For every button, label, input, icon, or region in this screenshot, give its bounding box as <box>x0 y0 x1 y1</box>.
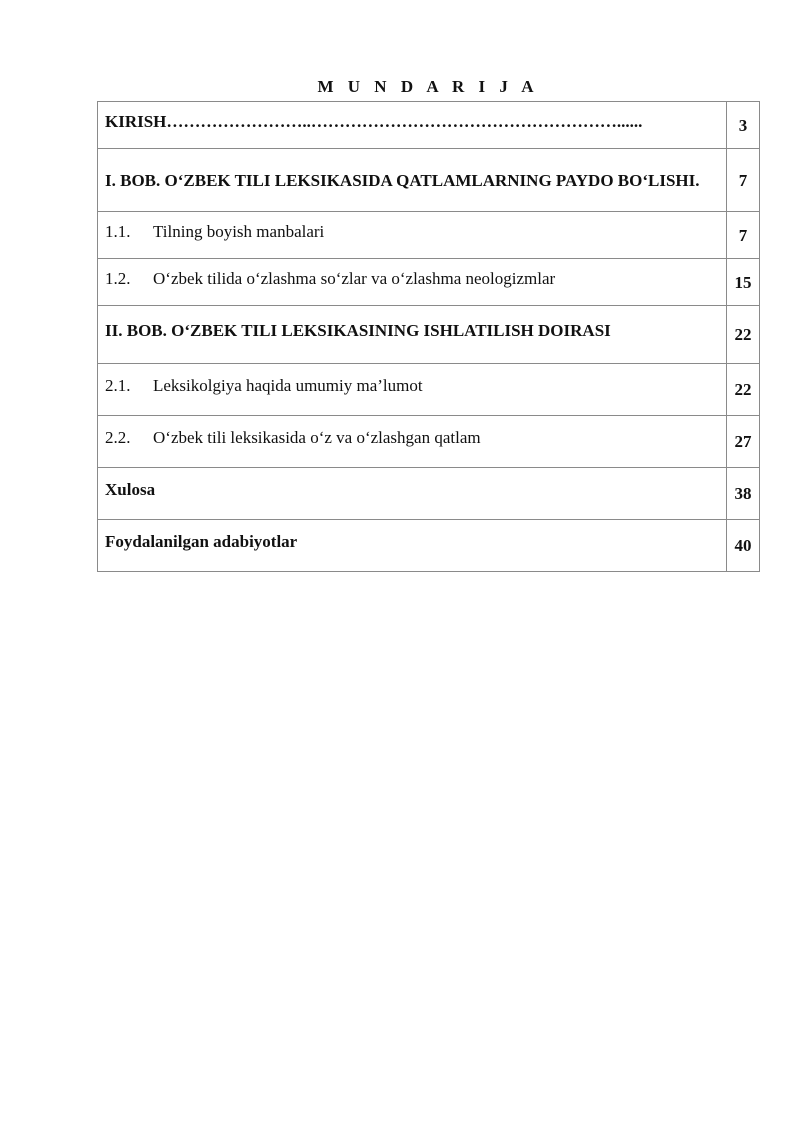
toc-entry-line <box>105 267 720 290</box>
toc-entry-title: KIRISH……………………..………………………………………………...... <box>105 111 643 131</box>
toc-entry-line <box>105 426 720 449</box>
toc-entry-title: O‘zbek tilida o‘zlashma so‘zlar va o‘zlashma neologizmlar <box>153 268 556 288</box>
toc-entry-line <box>105 220 720 243</box>
toc-page-number: 40 <box>727 520 760 572</box>
toc-entry-cell <box>98 468 727 520</box>
toc-entry-cell <box>98 259 727 306</box>
toc-entry-line <box>105 374 720 397</box>
toc-page-number: 22 <box>727 306 760 364</box>
toc-entry-cell <box>98 364 727 416</box>
toc-section-number: 2.2. <box>105 428 131 447</box>
toc-page-number: 7 <box>727 149 760 212</box>
toc-row-references <box>98 520 760 572</box>
toc-row-chapter-2 <box>98 306 760 364</box>
toc-page-number: 38 <box>727 468 760 520</box>
toc-row-chapter-1 <box>98 149 760 212</box>
toc-page-number: 22 <box>727 364 760 416</box>
table-of-contents <box>97 101 760 572</box>
toc-section-number: 1.1. <box>105 221 131 241</box>
toc-page-number: 27 <box>727 416 760 468</box>
toc-row-section-1-1 <box>98 212 760 259</box>
toc-row-intro <box>98 102 760 149</box>
toc-entry-cell <box>98 416 727 468</box>
toc-entry-cell <box>98 102 727 149</box>
toc-entry-cell <box>98 212 727 259</box>
toc-entry-title: Foydalanilgan adabiyotlar <box>105 532 298 551</box>
toc-entry-title: I. BOB. O‘ZBEK TILI LEKSIKASIDA QATLAMLARNING PAYDO BO‘LISHI. <box>105 170 700 190</box>
toc-entry-title: Xulosa <box>105 480 156 499</box>
toc-entry-title: II. BOB. O‘ZBEK TILI LEKSIKASINING ISHLATILISH DOIRASI <box>105 321 611 340</box>
toc-row-section-1-2 <box>98 259 760 306</box>
toc-page-number: 3 <box>727 102 760 149</box>
toc-section-number: 1.2. <box>105 268 131 288</box>
toc-entry-cell <box>98 520 727 572</box>
toc-entry-cell <box>98 149 727 212</box>
toc-row-section-2-2 <box>98 416 760 468</box>
toc-section-number: 2.1. <box>105 376 131 395</box>
toc-entry-title: Tilning boyish manbalari <box>153 221 325 241</box>
toc-entry-title: Leksikolgiya haqida umumiy ma’lumot <box>153 376 423 395</box>
toc-page-number: 7 <box>727 212 760 259</box>
toc-entry-cell <box>98 306 727 364</box>
toc-row-conclusion <box>98 468 760 520</box>
toc-row-section-2-1 <box>98 364 760 416</box>
toc-page-number: 15 <box>727 259 760 306</box>
toc-entry-title: O‘zbek tili leksikasida o‘z va o‘zlashgan qatlam <box>153 428 481 447</box>
page-title: M U N D A R I J A <box>317 77 539 96</box>
